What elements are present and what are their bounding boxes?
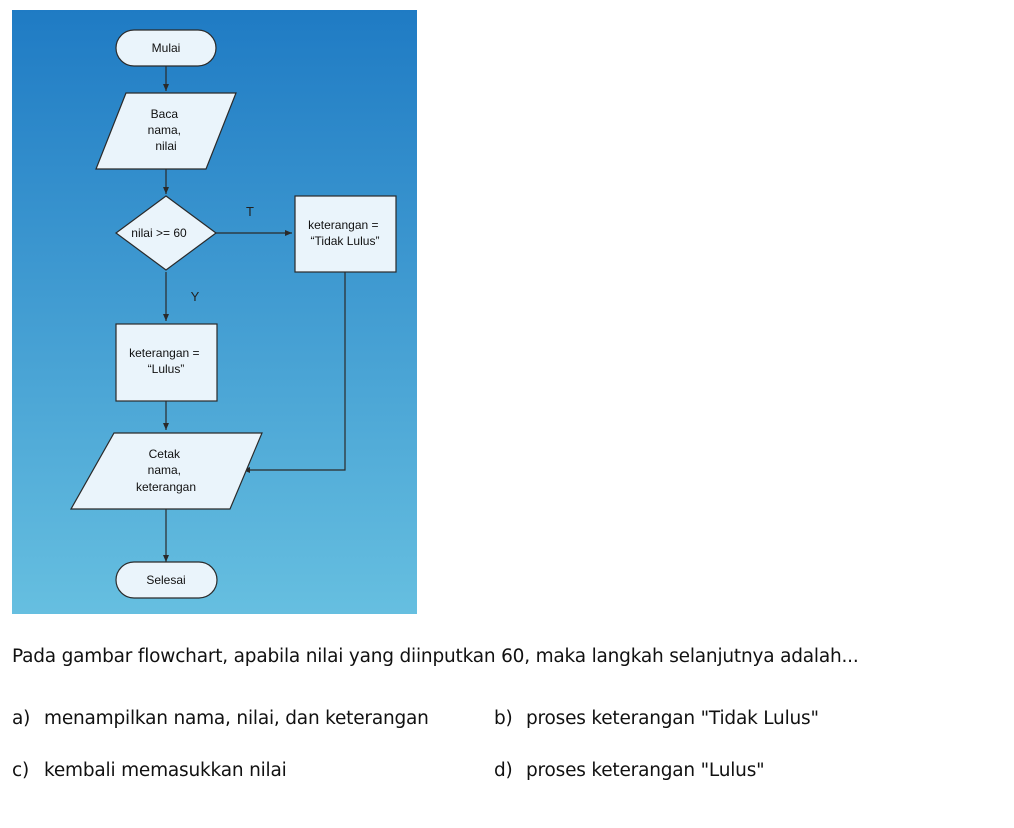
end-terminator — [116, 562, 217, 598]
lulus-line-2: “Lulus” — [147, 362, 185, 376]
option-b-letter: b) — [494, 708, 513, 729]
answer-option-a[interactable] — [12, 708, 429, 729]
process-tidak-lulus — [295, 196, 396, 272]
decision-label: nilai >= 60 — [131, 226, 187, 240]
output-line-3: keterangan — [135, 480, 197, 494]
answer-option-b[interactable] — [494, 708, 819, 729]
option-b-text: proses keterangan "Tidak Lulus" — [526, 708, 819, 729]
option-d-text: proses keterangan "Lulus" — [526, 760, 765, 781]
false-branch-label: T — [246, 204, 254, 219]
option-d-letter: d) — [494, 760, 513, 781]
end-label: Selesai — [146, 573, 186, 587]
true-branch-label: Y — [190, 289, 200, 304]
flowchart-diagram — [12, 10, 417, 614]
tidak-lulus-line-2: “Tidak Lulus” — [310, 234, 380, 248]
start-terminator — [116, 30, 216, 66]
start-label: Mulai — [151, 41, 181, 55]
lulus-line-1: keterangan = — [129, 346, 200, 360]
option-c-letter: c) — [12, 760, 29, 781]
process-lulus — [116, 324, 217, 401]
option-c-text: kembali memasukkan nilai — [44, 760, 287, 781]
tidak-lulus-line-1: keterangan = — [308, 218, 379, 232]
output-line-2: nama, — [147, 463, 182, 477]
option-a-text: menampilkan nama, nilai, dan keterangan — [44, 708, 429, 729]
answer-option-d[interactable] — [494, 760, 764, 781]
input-line-3: nilai — [155, 139, 177, 153]
option-a-letter: a) — [12, 708, 31, 729]
answer-option-c[interactable] — [12, 760, 287, 781]
output-line-1: Cetak — [148, 447, 181, 461]
input-line-1: Baca — [150, 107, 179, 121]
question-text: Pada gambar flowchart, apabila nilai yang diinputkan 60, maka langkah selanjutnya adalah... — [12, 646, 859, 667]
input-line-2: nama, — [147, 123, 182, 137]
flowchart-image — [12, 10, 417, 614]
